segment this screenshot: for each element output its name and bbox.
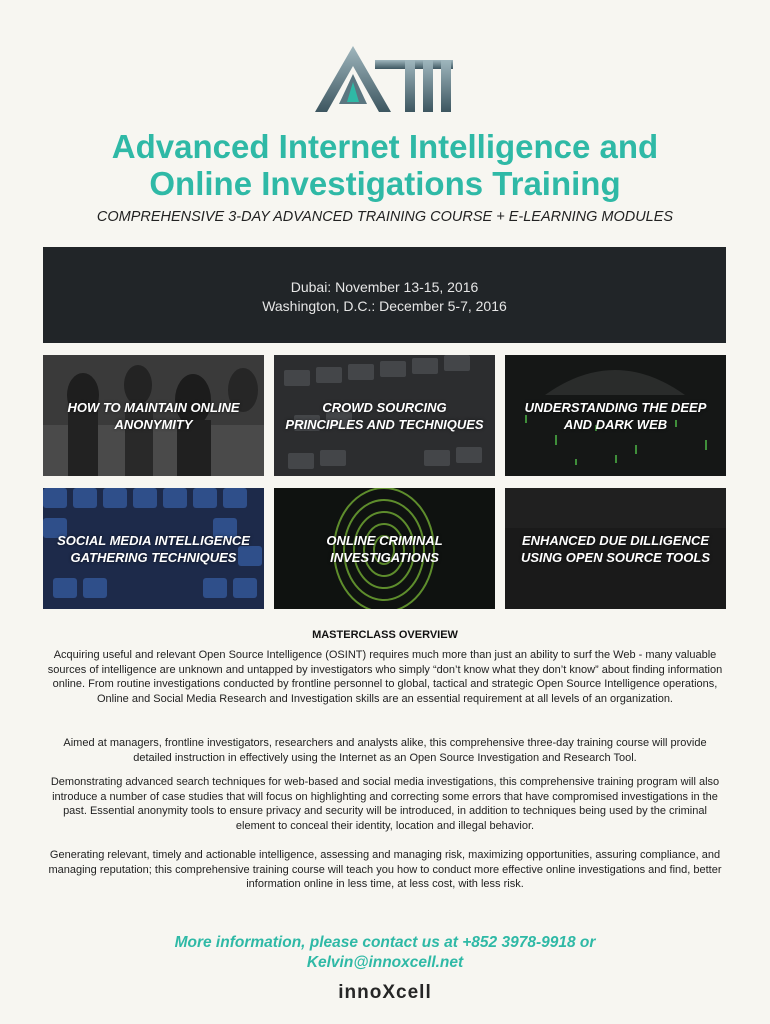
topic-label: SOCIAL MEDIA INTELLIGENCE GATHERING TECHNIQUES	[57, 532, 250, 565]
contact-email-link[interactable]: Kelvin@innoxcell.net	[306, 954, 464, 971]
title-line-1: Advanced Internet Intelligence and	[111, 128, 659, 165]
topic-label: HOW TO MAINTAIN ONLINE ANONYMITY	[67, 399, 240, 432]
overview-paragraph-2: Aimed at managers, frontline investigators, researchers and analysts alike, this comprehensive three-day training course will provide detailed instruction in effectively using the Internet as an Open Source Investigation and Research Tool.	[63, 737, 707, 764]
tii-logo	[313, 44, 455, 114]
overview-paragraph-4: Generating relevant, timely and actionable intelligence, assessing and managing risk, maximizing opportunities, assuring compliance, and managing reputation; this comprehensive training course will teach you how to conduct more effective online investigations and find, better information online in less time, at less cost, with less risk.	[48, 849, 722, 891]
date-washington: Washington, D.C.: December 5-7, 2016	[262, 298, 507, 314]
date-dubai: Dubai: November 13-15, 2016	[290, 279, 479, 295]
topic-label: ONLINE CRIMINAL INVESTIGATIONS	[326, 532, 443, 565]
topic-tile-anonymity	[43, 355, 264, 476]
overview-paragraph-1: Acquiring useful and relevant Open Source Intelligence (OSINT) requires much more than just an ability to surf the Web - many valuable sources of intelligence are unknown and untapped by investigators who simply “don’t know what they don’t know” about finding information online. From routine investigations conducted by frontline personnel to global, tactical and strategic Open Source Intelligence operations, Online and Social Media Research and Investigation skills are an essential requirement at all levels of an organization.	[47, 649, 723, 705]
overview-paragraph-3: Demonstrating advanced search techniques for web-based and social media investigations, this comprehensive training program will also introduce a number of case studies that will focus on highlighting and correcting some errors that have compromised investigations in the past. Essential anonymity tools to ensure privacy and security will be introduced, in addition to techniques being used by the criminal element to conceal their identity, location and illegal behavior.	[50, 776, 720, 832]
topic-tile-crowdsourcing	[274, 355, 495, 476]
innoxcell-logo: innoXcell	[338, 982, 432, 1003]
topic-label: CROWD SOURCING PRINCIPLES AND TECHNIQUES	[285, 399, 484, 432]
title-line-2: Online Investigations Training	[149, 165, 621, 202]
dates-box	[43, 247, 726, 343]
subtitle: COMPREHENSIVE 3-DAY ADVANCED TRAINING COURSE + E-LEARNING MODULES	[96, 209, 674, 225]
overview-title: MASTERCLASS OVERVIEW	[312, 629, 458, 641]
page-title	[0, 128, 770, 202]
topic-tile-dark-web	[505, 355, 726, 476]
topic-tile-due-diligence	[505, 488, 726, 609]
topic-tile-social-media	[43, 488, 264, 609]
topic-label: UNDERSTANDING THE DEEP AND DARK WEB	[524, 399, 707, 432]
contact-info	[0, 933, 770, 973]
topic-label: ENHANCED DUE DILLIGENCE USING OPEN SOURCE TOOLS	[520, 532, 710, 565]
topic-tile-criminal	[274, 488, 495, 609]
contact-line-phone: More information, please contact us at +852 3978-9918 or	[174, 934, 596, 951]
